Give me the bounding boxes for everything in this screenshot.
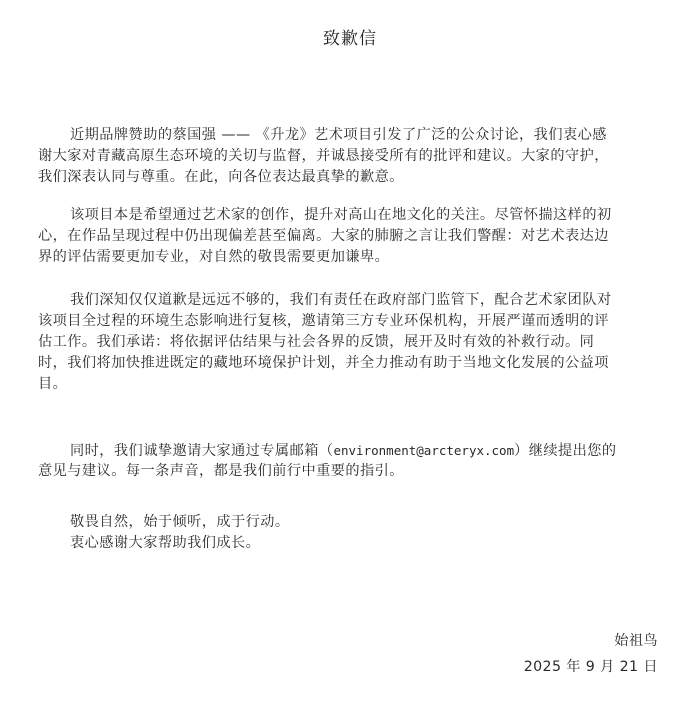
paragraph-1: [38, 125, 678, 188]
paragraph-2: [38, 205, 678, 268]
paragraph-line: 意见与建议。每一条声音，都是我们前行中重要的指引。: [38, 463, 404, 479]
paragraph-4: [38, 440, 678, 482]
paragraph-line: 界的评估需要更加专业，对自然的敬畏需要更加谦卑。: [38, 249, 390, 265]
paragraph-line: 心，在作品呈现过程中仍出现偏差甚至偏离。大家的肺腑之言让我们警醒：对艺术表达边: [38, 228, 609, 244]
paragraph-line: 时，我们将加快推进既定的藏地环境保护计划，并全力推动有助于当地文化发展的公益项: [38, 355, 609, 371]
paragraph-line: 谢大家对青藏高原生态环境的关切与监督，并诚恳接受所有的批评和建议。大家的守护，: [38, 148, 609, 164]
letter-title: 致歉信: [323, 29, 377, 49]
paragraph-line: 该项目本是希望通过艺术家的创作，提升对高山在地文化的关注。尽管怀揣这样的初: [70, 207, 612, 223]
signature-block: [524, 628, 658, 680]
closing-line: 敬畏自然，始于倾听，成于行动。: [70, 514, 290, 530]
paragraph-3: [38, 290, 678, 395]
paragraph-line: 该项目全过程的环境生态影响进行复核，邀请第三方专业环保机构，开展严谨而透明的评: [38, 313, 609, 329]
contact-email: environment@arcteryx.com: [333, 443, 515, 458]
paragraph-line: [38, 440, 678, 461]
closing-remarks: [70, 512, 290, 554]
signature-name: 始祖鸟: [614, 633, 658, 649]
paragraph-line: 估工作。我们承诺：将依据评估结果与社会各界的反馈，展开及时有效的补救行动。同: [38, 334, 595, 350]
paragraph-line: 目。: [38, 376, 68, 392]
signature-date: 2025 年 9 月 21 日: [523, 659, 658, 675]
paragraph-line: 我们深表认同与尊重。在此，向各位表达最真挚的歉意。: [38, 169, 404, 185]
paragraph-line: 近期品牌赞助的蔡国强 —— 《升龙》艺术项目引发了广泛的公众讨论，我们衷心感: [70, 127, 607, 143]
closing-line: 衷心感谢大家帮助我们成长。: [70, 535, 261, 551]
paragraph-text: 同时，我们诚挚邀请大家通过专属邮箱（: [70, 443, 334, 459]
paragraph-line: 我们深知仅仅道歉是远远不够的，我们有责任在政府部门监管下，配合艺术家团队对: [70, 292, 612, 308]
paragraph-text: ）继续提出您的: [514, 443, 617, 459]
